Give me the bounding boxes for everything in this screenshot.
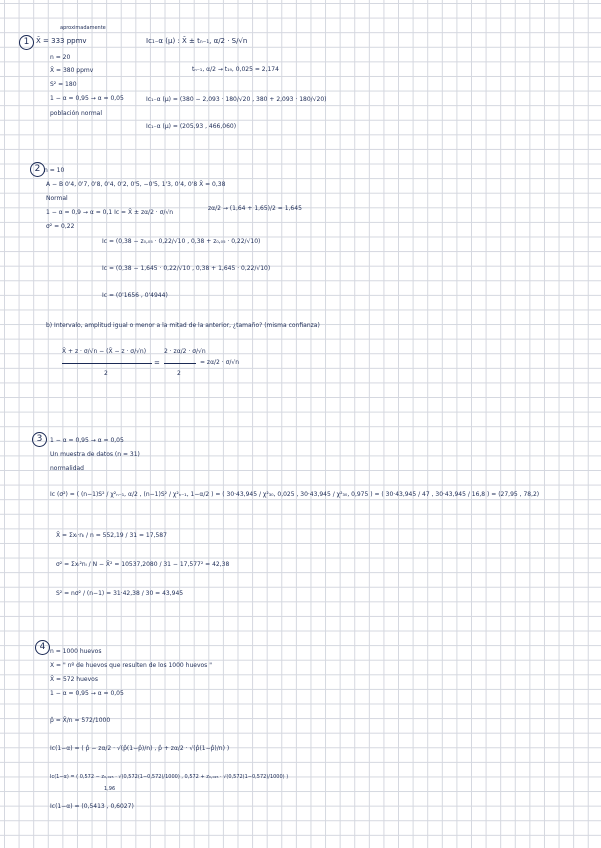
ex1-formula-4: Ic₁₋α (μ) = (205,93 , 466,060) (146, 123, 237, 130)
ex2-fraction-1-bar (62, 363, 152, 364)
ex4-interval-result: Ic(1−α) = (0,5413 , 0,6027) (50, 803, 134, 810)
ex2-line-5: σ² = 0,22 (46, 223, 75, 230)
ex4-line-3: X̄ = 572 huevos (50, 676, 98, 683)
ex2-part-b: b) Intervalo, amplitud igual o menor a la mitad de la anterior, ¿tamaño? (misma confianza) (46, 322, 320, 329)
ex3-line-2: Un muestra de datos (n = 31) (50, 451, 140, 458)
ex4-z-value: 1,96 (104, 786, 116, 792)
ex1-line-3: X̄ = 380 ppmv (50, 67, 94, 74)
ex2-fraction-1-top: X̄ + z · σ/√n − (X̄ − z · σ/√n) (62, 348, 147, 355)
ex4-interval-values: Ic(1−α) = ( 0,572 − z₀,₀₂₅ · √(0,572(1−0,572)/1000) , 0,572 + z₀,₀₂₅ · √(0,572(1−0,572)/1000) ) (50, 774, 289, 780)
ex2-fraction-3: = zα/2 · σ/√n (200, 359, 240, 366)
ex2-line-2: A − B 0'4, 0'7, 0'8, 0'4, 0'2, 0'5, −0'5, 1'3, 0'4, 0'8 X̄ = 0,38 (46, 181, 226, 188)
ex1-formula-3: Ic₁₋α (μ) = (380 − 2,093 · 180/√20 , 380 + 2,093 · 180/√20) (146, 96, 327, 103)
ex2-line-4: 1 − α = 0,9 → α = 0,1 Ic = X̄ ± zα/2 · σ/√n (46, 209, 174, 216)
ex3-line-3: normalidad (50, 465, 84, 472)
ex3-line-1: 1 − α = 0,95 → α = 0,05 (50, 437, 124, 444)
ex4-interval-formula: Ic(1−α) = ( p̂ − zα/2 · √(p̂(1−p̂)/n) , p̂ + zα/2 · √(p̂(1−p̂)/n) ) (50, 745, 230, 752)
exercise-4-number: 4 (35, 640, 50, 655)
ex4-p-hat: p̂ = X̄/n = 572/1000 (50, 717, 111, 724)
ex2-fraction-2-bar (164, 363, 196, 364)
ex4-line-1: n = 1000 huevos (50, 648, 102, 655)
ex2-line-1: n = 10 (44, 167, 65, 174)
ex3-mean: X̄ = Σxᵢ·nᵢ / n = 552,19 / 31 = 17,587 (56, 532, 167, 539)
ex1-annotation: aproximadamente (60, 25, 106, 31)
ex2-fraction-1-bottom: 2 (104, 370, 108, 377)
ex3-quasivariance: S² = nσ² / (n−1) = 31·42,38 / 30 = 43,945 (56, 590, 184, 597)
ex4-line-4: 1 − α = 0,95 → α = 0,05 (50, 690, 124, 697)
ex1-line-1: X̄ = 333 ppmv (36, 37, 87, 45)
exercise-3-number: 3 (32, 432, 47, 447)
ex1-line-2: n = 20 (50, 54, 71, 61)
ex1-line-4: S² = 180 (50, 81, 77, 88)
ex3-interval: Ic (σ²) = ( (n−1)S² / χ²ₙ₋₁, α/2 , (n−1)S² / χ²ₙ₋₁, 1−α/2 ) = ( 30·43,945 / χ²₃₀, 0,025 , 30·43,945 / χ²₃₀, 0,975 ) = ( 30·43,945 / 47 , 30·43,945 / 16,8 ) = (27,95 , 78,2) (50, 491, 540, 498)
ex2-fraction-2-top: 2 · zα/2 · σ/√n (164, 348, 206, 355)
exercise-2-number: 2 (30, 162, 45, 177)
ex2-interval-result: Ic = (0'1656 , 0'4944) (102, 292, 168, 299)
ex1-line-6: población normal (50, 110, 103, 117)
ex2-interval-1: Ic = (0,38 − z₀,₀₅ · 0,22/√10 , 0,38 + z₀,₀₅ · 0,22/√10) (102, 238, 261, 245)
ex2-z-value: zα/2 → (1,64 + 1,65)/2 = 1,645 (208, 205, 302, 212)
ex2-interval-2: Ic = (0,38 − 1,645 · 0,22/√10 , 0,38 + 1,645 · 0,22/√10) (102, 265, 271, 272)
exercise-1-number: 1 (19, 35, 34, 50)
ex3-variance: σ² = Σxᵢ²nᵢ / N − X̄² = 10537,2080 / 31 − 17,577² = 42,38 (56, 561, 230, 568)
ex2-line-3: Normal (46, 195, 68, 202)
ex2-fraction-2-bottom: 2 (177, 370, 181, 377)
ex1-line-5: 1 − α = 0,95 → α = 0,05 (50, 95, 124, 102)
ex1-formula-1: Ic₁₋α (μ) : X̄ ± tₙ₋₁, α/2 · S/√n (146, 37, 248, 45)
ex2-equals-sign: = (154, 359, 160, 367)
ex1-formula-2: tₙ₋₁, α/2 → t₁₉, 0,025 = 2,174 (192, 66, 279, 73)
ex4-line-2: X = " nº de huevos que resulten de los 1000 huevos " (50, 662, 212, 669)
